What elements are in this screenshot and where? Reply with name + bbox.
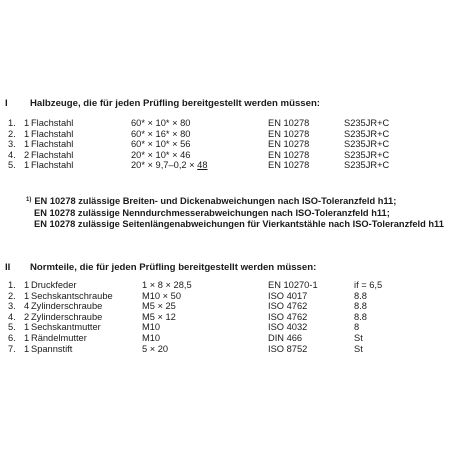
- row-position: 1.: [8, 280, 16, 290]
- row-dimensions: M5 × 25: [142, 301, 176, 312]
- row-standard: EN 10278: [268, 160, 310, 171]
- row-name: Flachstahl: [31, 139, 74, 150]
- row-quantity: 1: [24, 160, 30, 171]
- tolerance-footnotes: [26, 196, 444, 231]
- row-position: 5.: [8, 160, 16, 171]
- section-2-number: II: [5, 262, 11, 273]
- row-position: 6.: [8, 332, 16, 343]
- row-material: S235JR+C: [344, 128, 390, 139]
- row-dimensions: M10 × 50: [142, 290, 182, 301]
- row-dimensions: 5 × 20: [142, 343, 169, 354]
- row-name: Flachstahl: [31, 118, 74, 128]
- row-material: S235JR+C: [344, 118, 390, 128]
- row-position: 1.: [8, 118, 16, 128]
- row-standard: EN 10278: [268, 149, 310, 160]
- footnote-line: EN 10278 zulässige Seitenlängenabweichungen für Vierkantstähle nach ISO-Toleranzfeld h11: [34, 219, 444, 230]
- row-quantity: 1: [24, 322, 30, 333]
- row-material: S235JR+C: [344, 160, 390, 171]
- row-dimensions: 60* × 10* × 80: [131, 118, 191, 128]
- footnote-line: [26, 196, 444, 208]
- row-name: Sechskantschraube: [31, 290, 113, 301]
- row-material: 8: [354, 322, 360, 333]
- row-dimensions-main: 20* × 9,7–0,2 ×: [131, 160, 198, 171]
- row-dimensions-length: 48: [197, 160, 208, 171]
- row-name: Rändelmutter: [31, 332, 87, 343]
- row-standard: ISO 4032: [268, 322, 308, 333]
- row-standard: EN 10270-1: [268, 280, 318, 290]
- section-1-number: I: [5, 98, 8, 109]
- row-name: Flachstahl: [31, 128, 74, 139]
- row-name: Sechskantmutter: [31, 322, 101, 333]
- row-standard: DIN 466: [268, 332, 303, 343]
- row-dimensions: M5 × 12: [142, 311, 176, 322]
- row-standard: EN 10278: [268, 118, 310, 128]
- row-dimensions: 60* × 16* × 80: [131, 128, 191, 139]
- row-dimensions: 60* × 10* × 56: [131, 139, 191, 150]
- row-position: 5.: [8, 322, 16, 333]
- row-quantity: 1: [24, 290, 30, 301]
- row-material: if = 6,5: [354, 280, 383, 290]
- row-name: Flachstahl: [31, 149, 74, 160]
- row-quantity: 1: [24, 280, 30, 290]
- row-material: 8.8: [354, 290, 367, 301]
- row-position: 4.: [8, 149, 16, 160]
- row-dimensions: [131, 160, 208, 171]
- row-material: S235JR+C: [344, 149, 390, 160]
- row-name: Flachstahl: [31, 160, 74, 171]
- row-name: Zylinderschraube: [31, 311, 103, 322]
- row-standard: EN 10278: [268, 128, 310, 139]
- row-name: Zylinderschraube: [31, 301, 103, 312]
- section-1-title: Halbzeuge, die für jeden Prüfling bereitgestellt werden müssen:: [30, 98, 321, 109]
- row-position: 7.: [8, 343, 16, 354]
- row-quantity: 2: [24, 311, 30, 322]
- row-dimensions: M10: [142, 332, 161, 343]
- row-position: 3.: [8, 139, 16, 150]
- row-quantity: 1: [24, 118, 30, 128]
- row-dimensions: 1 × 8 × 28,5: [142, 280, 192, 290]
- row-quantity: 2: [24, 149, 30, 160]
- row-standard: ISO 8752: [268, 343, 308, 354]
- row-quantity: 1: [24, 332, 30, 343]
- footnote-line: EN 10278 zulässige Nenndurchmesserabweichungen nach ISO-Toleranzfeld h11;: [34, 207, 390, 218]
- row-material: St: [354, 332, 363, 343]
- row-material: 8.8: [354, 311, 367, 322]
- row-standard: ISO 4017: [268, 290, 308, 301]
- row-position: 2.: [8, 128, 16, 139]
- section-2-title: Normteile, die für jeden Prüfling bereitgestellt werden müssen:: [30, 262, 317, 273]
- row-material: S235JR+C: [344, 139, 390, 150]
- row-quantity: 1: [24, 128, 30, 139]
- row-standard: ISO 4762: [268, 301, 308, 312]
- row-dimensions: 20* × 10* × 46: [131, 149, 191, 160]
- row-standard: EN 10278: [268, 139, 310, 150]
- row-material: 8.8: [354, 301, 367, 312]
- row-position: 4.: [8, 311, 16, 322]
- row-standard: ISO 4762: [268, 311, 308, 322]
- row-position: 3.: [8, 301, 16, 312]
- row-material: St: [354, 343, 363, 354]
- row-name: Druckfeder: [31, 280, 77, 290]
- footnote-text: EN 10278 zulässige Breiten- und Dickenabweichungen nach ISO-Toleranzfeld h11;: [34, 196, 397, 206]
- row-name: Spannstift: [31, 343, 73, 354]
- footnote-marker: 1): [26, 197, 32, 203]
- row-position: 2.: [8, 290, 16, 301]
- row-quantity: 1: [24, 139, 30, 150]
- row-quantity: 4: [24, 301, 30, 312]
- row-dimensions: M10: [142, 322, 161, 333]
- row-quantity: 1: [24, 343, 30, 354]
